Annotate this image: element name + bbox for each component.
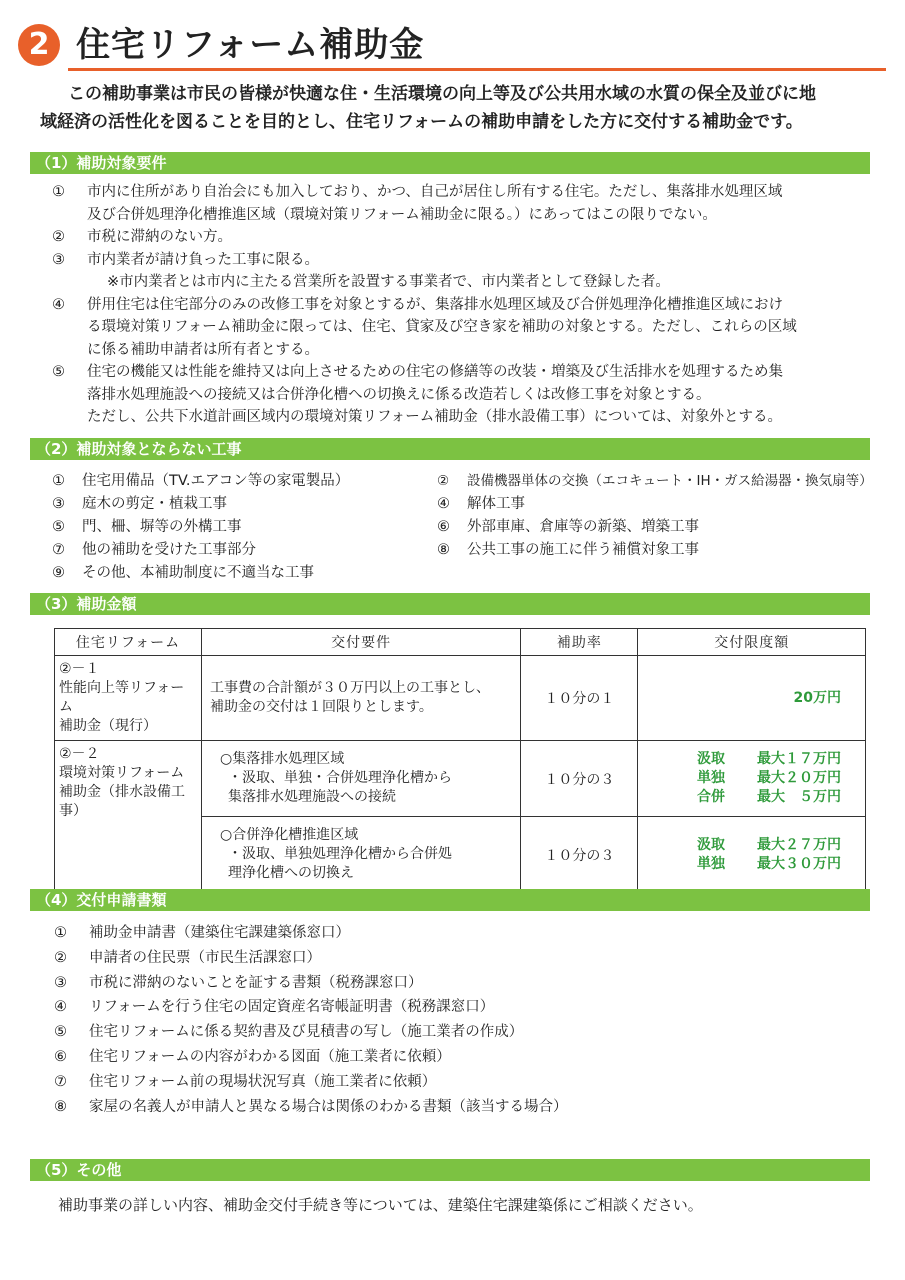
list-text: 公共工事の施工に伴う補償対象工事 — [467, 542, 699, 558]
row-conditions-cell — [202, 817, 521, 893]
list-text: 他の補助を受けた工事部分 — [82, 542, 256, 558]
condition-text: ・汲取、単独処理浄化槽から合併処 — [228, 846, 453, 862]
list-text: 市内業者が請け負った工事に限る。 — [87, 251, 319, 268]
section-header-eligibility: （1）補助対象要件 — [30, 152, 870, 174]
limit-value: 最大２７万円 — [757, 836, 841, 853]
list-item — [437, 470, 877, 493]
row-type-code: ②－１ — [59, 661, 100, 677]
list-text: 住宅の機能又は性能を維持又は向上させるための住宅の修繕等の改装・増築及び生活排水を処理するため集 — [87, 364, 783, 380]
list-item — [52, 361, 867, 384]
list-marker: ② — [437, 473, 450, 489]
list-text: リフォームを行う住宅の固定資産名寄帳証明書（税務課窓口） — [89, 999, 495, 1016]
list-item — [52, 294, 867, 317]
row-type-name: 補助金（排水設備工事） — [59, 784, 185, 819]
list-marker: ④ — [52, 296, 65, 313]
condition-text: 集落排水処理施設への接続 — [228, 789, 397, 805]
list-item — [437, 539, 837, 562]
list-marker: ⑦ — [54, 1073, 67, 1090]
list-text: 落排水処理施設への接続又は合併浄化槽への切換えに係る改造若しくは改修工事を対象とする。 — [87, 386, 711, 403]
list-text: 市税に滞納のないことを証する書類（税務課窓口） — [89, 974, 423, 991]
list-item — [52, 226, 867, 249]
eligibility-list — [52, 181, 867, 429]
row-rate-cell: １０分の３ — [521, 817, 638, 893]
limit-label: 合併 — [697, 789, 725, 805]
list-item — [52, 516, 452, 539]
list-marker: ⑤ — [52, 364, 65, 380]
list-text: 家屋の名義人が申請人と異なる場合は関係のわかる書類（該当する場合） — [89, 1098, 568, 1115]
list-marker: ② — [54, 949, 67, 966]
limit-value: 最大１７万円 — [757, 751, 841, 767]
table-row — [55, 741, 866, 817]
section-header-other: （5）その他 — [30, 1159, 870, 1181]
list-item — [54, 946, 869, 971]
list-item-continuation — [52, 406, 867, 429]
row-conditions-cell — [202, 656, 521, 741]
list-marker: ③ — [52, 251, 65, 268]
condition-area: ○集落排水処理区域 — [220, 751, 345, 767]
header-cell-rate: 補助率 — [521, 629, 638, 656]
condition-text: 補助金の交付は１回限りとします。 — [210, 699, 433, 715]
intro-line-2: 域経済の活性化を図ることを目的とし、住宅リフォームの補助申請をした方に交付する補助金です。 — [40, 112, 803, 132]
list-text: 補助金申請書（建築住宅課建築係窓口） — [89, 925, 350, 941]
list-text: その他、本補助制度に不適当な工事 — [82, 565, 314, 581]
list-marker: ⑧ — [54, 1098, 67, 1115]
list-marker: ① — [54, 925, 67, 941]
list-marker: ⑤ — [54, 1024, 67, 1041]
list-item-continuation — [52, 384, 867, 407]
list-marker: ⑥ — [437, 519, 450, 535]
list-marker: ④ — [54, 999, 67, 1016]
application-documents-list — [54, 921, 869, 1119]
list-marker: ⑤ — [52, 519, 65, 535]
row-type-cell — [55, 656, 202, 741]
limit-value: 最大２０万円 — [757, 770, 841, 786]
list-item — [54, 971, 869, 996]
limit-value: 最大３０万円 — [757, 855, 841, 872]
list-text: 庭木の剪定・植栽工事 — [82, 496, 227, 512]
row-type-name: 環境対策リフォーム — [59, 765, 185, 781]
list-text: 併用住宅は住宅部分のみの改修工事を対象とするが、集落排水処理区域及び合併処理浄化槽推進区域におけ — [87, 296, 783, 313]
list-text: 住宅リフォームに係る契約書及び見積書の写し（施工業者の作成） — [89, 1024, 524, 1041]
section-header-subsidy-amount: （3）補助金額 — [30, 593, 870, 615]
list-item — [52, 249, 867, 294]
list-item-continuation — [52, 339, 867, 362]
condition-area: ○合併浄化槽推進区域 — [220, 827, 359, 843]
row-rate-cell: １０分の３ — [521, 741, 638, 817]
condition-text: 理浄化槽への切換え — [228, 865, 355, 881]
row-limit-cell — [638, 741, 866, 817]
list-item-continuation — [52, 204, 867, 227]
list-text: 申請者の住民票（市民生活課窓口） — [89, 949, 321, 966]
list-marker: ① — [52, 184, 65, 200]
list-text: 解体工事 — [467, 496, 525, 512]
limit-line — [646, 769, 841, 788]
page-title: 住宅リフォーム補助金 — [76, 25, 425, 65]
list-marker: ② — [52, 229, 65, 245]
list-marker: ① — [52, 473, 65, 489]
list-marker: ③ — [52, 496, 65, 512]
list-item-continuation — [52, 316, 867, 339]
row-type-cell — [55, 741, 202, 893]
limit-line — [646, 750, 841, 769]
list-note: ※市内業者とは市内に主たる営業所を設置する事業者で、市内業者として登録した者。 — [107, 274, 670, 290]
list-text: 及び合併処理浄化槽推進区域（環境対策リフォーム補助金に限る。）にあってはこの限りでない。 — [87, 206, 717, 223]
header-cell-limit: 交付限度額 — [638, 629, 866, 656]
list-item — [54, 995, 869, 1020]
limit-label: 汲取 — [697, 836, 725, 853]
limit-value: 最大 ５万円 — [757, 789, 841, 805]
section-header-application-documents: （4）交付申請書類 — [30, 889, 870, 911]
row-type-code: ②－２ — [59, 746, 100, 762]
condition-text: 工事費の合計額が３０万円以上の工事とし、 — [210, 680, 491, 696]
list-item — [54, 1020, 869, 1045]
limit-label: 単独 — [697, 855, 725, 872]
list-item — [437, 516, 837, 539]
row-type-name: 補助金（現行） — [59, 718, 157, 734]
list-item — [54, 921, 869, 946]
list-item — [52, 181, 867, 204]
table-header-row — [55, 629, 866, 656]
page-header — [18, 22, 868, 70]
list-item — [54, 1070, 869, 1095]
limit-line — [646, 855, 841, 874]
list-item — [52, 470, 452, 493]
list-text: 市内に住所があり自治会にも加入しており、かつ、自己が居住し所有する住宅。ただし、集落排水処理区域 — [87, 184, 783, 200]
section-number-badge: 2 — [18, 24, 60, 66]
row-conditions-cell — [202, 741, 521, 817]
list-text: 外部車庫、倉庫等の新築、増築工事 — [467, 519, 699, 535]
limit-label: 単独 — [697, 770, 725, 786]
list-marker: ⑦ — [52, 542, 65, 558]
list-item — [54, 1095, 869, 1120]
condition-text: ・汲取、単独・合併処理浄化槽から — [228, 770, 453, 786]
section-header-excluded-work: （2）補助対象とならない工事 — [30, 438, 870, 460]
limit-label: 汲取 — [697, 751, 725, 767]
list-text: に係る補助申請者は所有者とする。 — [87, 341, 319, 358]
intro-line-1: この補助事業は市民の皆様が快適な住・生活環境の向上等及び公共用水域の水質の保全及並びに地 — [68, 84, 816, 104]
list-text: 住宅リフォームの内容がわかる図面（施工業者に依頼） — [89, 1048, 451, 1065]
row-rate-cell: １０分の１ — [521, 656, 638, 741]
intro-paragraph — [40, 80, 860, 136]
list-item — [54, 1045, 869, 1070]
list-item — [437, 493, 837, 516]
list-item — [52, 493, 452, 516]
list-text: 設備機器単体の交換（エコキュート・IH・ガス給湯器・換気扇等） — [467, 473, 873, 489]
other-info-text: 補助事業の詳しい内容、補助金交付手続き等については、建築住宅課建築係にご相談ください。 — [58, 1196, 703, 1214]
list-text: 市税に滞納のない方。 — [87, 229, 232, 245]
list-text: 住宅リフォーム前の現場状況写真（施工業者に依頼） — [89, 1073, 437, 1090]
list-marker: ⑧ — [437, 542, 450, 558]
title-underline — [68, 68, 886, 71]
list-text: 門、柵、塀等の外構工事 — [82, 519, 242, 535]
list-text: ただし、公共下水道計画区域内の環境対策リフォーム補助金（排水設備工事）については、対象外とする。 — [87, 409, 782, 425]
list-marker: ③ — [54, 974, 67, 991]
list-marker: ⑨ — [52, 565, 65, 581]
list-item — [52, 562, 452, 585]
header-cell-type: 住宅リフォーム — [55, 629, 202, 656]
subsidy-table — [54, 628, 866, 893]
row-type-name: 性能向上等リフォーム — [59, 680, 185, 715]
row-limit-cell: 20万円 — [638, 656, 866, 741]
limit-line — [646, 788, 841, 807]
table-row — [55, 656, 866, 741]
list-text: 住宅用備品（TV.エアコン等の家電製品） — [82, 473, 350, 489]
list-marker: ④ — [437, 496, 450, 512]
list-item — [52, 539, 452, 562]
header-cell-conditions: 交付要件 — [202, 629, 521, 656]
list-text: る環境対策リフォーム補助金に限っては、住宅、貸家及び空き家を補助の対象とする。ただし、これらの区域 — [87, 319, 797, 335]
limit-line — [646, 836, 841, 855]
list-marker: ⑥ — [54, 1048, 67, 1065]
row-limit-cell — [638, 817, 866, 893]
